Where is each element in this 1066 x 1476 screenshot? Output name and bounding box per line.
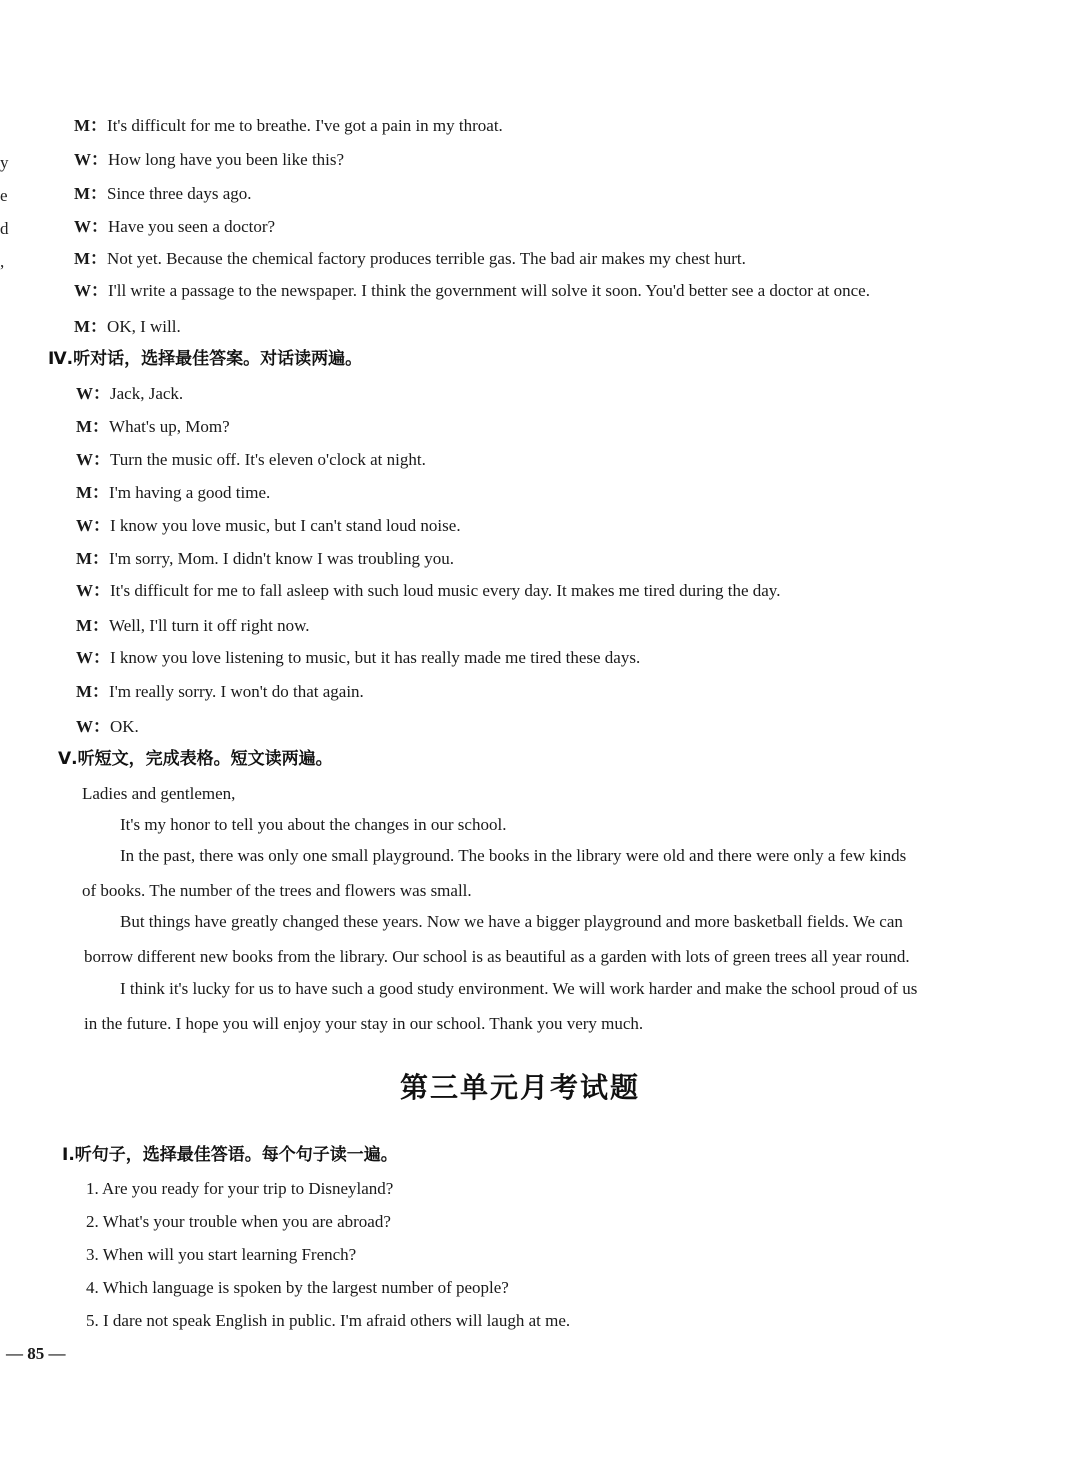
speaker-label: M： (76, 483, 110, 502)
speaker-label: M： (74, 116, 108, 135)
speaker-label: W： (76, 516, 110, 535)
passage-line: borrow different new books from the library. Our school is as beautiful as a garden with lots of green trees all year round. (84, 947, 910, 966)
dialogue-line (76, 483, 270, 503)
dialogue-line (74, 116, 503, 136)
dialogue-line (74, 249, 746, 269)
speaker-label: M： (76, 682, 110, 701)
passage-line: In the past, there was only one small playground. The books in the library were old and there were only a few kinds (120, 846, 907, 865)
dialogue-line (74, 184, 252, 204)
margin-fragment: y (0, 153, 9, 172)
passage-line: I think it's lucky for us to have such a good study environment. We will work harder and make the school proud of us (120, 979, 918, 998)
speaker-label: M： (74, 249, 108, 268)
passage-line: in the future. I hope you will enjoy your stay in our school. Thank you very much. (84, 1014, 644, 1033)
margin-fragment: , (0, 252, 5, 271)
question-item: 5. I dare not speak English in public. I'm afraid others will laugh at me. (86, 1311, 571, 1330)
dialogue-text: Jack, Jack. (110, 384, 184, 403)
speaker-label: W： (76, 450, 110, 469)
dialogue-line (76, 450, 426, 470)
dialogue-line (76, 549, 454, 569)
dialogue-text: It's difficult for me to breathe. I've got a pain in my throat. (107, 116, 503, 135)
dialogue-text: Well, I'll turn it off right now. (109, 616, 310, 635)
dialogue-text: I'll write a passage to the newspaper. I think the government will solve it soon. You'd better see a doctor at once. (108, 281, 870, 300)
question-item: 4. Which language is spoken by the largest number of people? (86, 1278, 509, 1297)
margin-fragment: d (0, 219, 9, 238)
dialogue-line (76, 581, 780, 601)
speaker-label: W： (74, 150, 108, 169)
dialogue-line (74, 150, 344, 170)
page-number: — 85 — (6, 1344, 66, 1363)
dialogue-text: I'm having a good time. (109, 483, 271, 502)
section-heading: Ⅴ.听短文，完成表格。短文读两遍。 (58, 749, 333, 769)
speaker-label: M： (74, 184, 108, 203)
speaker-label: W： (74, 281, 108, 300)
dialogue-text: I know you love music, but I can't stand loud noise. (110, 516, 461, 535)
dialogue-text: It's difficult for me to fall asleep with such loud music every day. It makes me tired during the day. (110, 581, 781, 600)
question-item: 1. Are you ready for your trip to Disneyland? (86, 1179, 394, 1198)
dialogue-text: How long have you been like this? (108, 150, 345, 169)
section-heading: Ⅳ.听对话，选择最佳答案。对话读两遍。 (48, 349, 363, 369)
dialogue-text: I'm really sorry. I won't do that again. (109, 682, 364, 701)
passage-line: of books. The number of the trees and flowers was small. (82, 881, 472, 900)
question-item: 2. What's your trouble when you are abroad? (86, 1212, 391, 1231)
speaker-label: W： (76, 717, 110, 736)
speaker-label: M： (74, 317, 108, 336)
dialogue-line (74, 217, 275, 237)
speaker-label: M： (76, 616, 110, 635)
speaker-label: M： (76, 417, 110, 436)
unit-title: 第三单元月考试题 (399, 1071, 640, 1104)
dialogue-text: OK, I will. (107, 317, 181, 336)
speaker-label: W： (76, 648, 110, 667)
dialogue-line (76, 616, 310, 636)
speaker-label: W： (76, 384, 110, 403)
dialogue-line (76, 717, 139, 737)
dialogue-text: Not yet. Because the chemical factory produces terrible gas. The bad air makes my chest hurt. (107, 249, 746, 268)
dialogue-text: Turn the music off. It's eleven o'clock at night. (110, 450, 426, 469)
dialogue-line (76, 516, 461, 536)
dialogue-line (76, 384, 183, 404)
margin-fragment: e (0, 186, 8, 205)
dialogue-line (76, 417, 230, 437)
dialogue-text: I'm sorry, Mom. I didn't know I was troubling you. (109, 549, 455, 568)
speaker-label: M： (76, 549, 110, 568)
dialogue-text: OK. (110, 717, 139, 736)
dialogue-line (76, 648, 640, 668)
speaker-label: W： (74, 217, 108, 236)
dialogue-line (74, 317, 181, 337)
dialogue-text: What's up, Mom? (109, 417, 230, 436)
dialogue-line (76, 682, 364, 702)
dialogue-text: Since three days ago. (107, 184, 252, 203)
passage-line: It's my honor to tell you about the changes in our school. (120, 815, 507, 834)
section-heading: Ⅰ.听句子，选择最佳答语。每个句子读一遍。 (62, 1145, 398, 1165)
dialogue-text: I know you love listening to music, but it has really made me tired these days. (110, 648, 641, 667)
dialogue-text: Have you seen a doctor? (108, 217, 276, 236)
dialogue-line (74, 281, 870, 301)
passage-line: Ladies and gentlemen, (82, 784, 236, 803)
speaker-label: W： (76, 581, 110, 600)
passage-line: But things have greatly changed these years. Now we have a bigger playground and more basketball fields. We can (120, 912, 903, 931)
question-item: 3. When will you start learning French? (86, 1245, 357, 1264)
